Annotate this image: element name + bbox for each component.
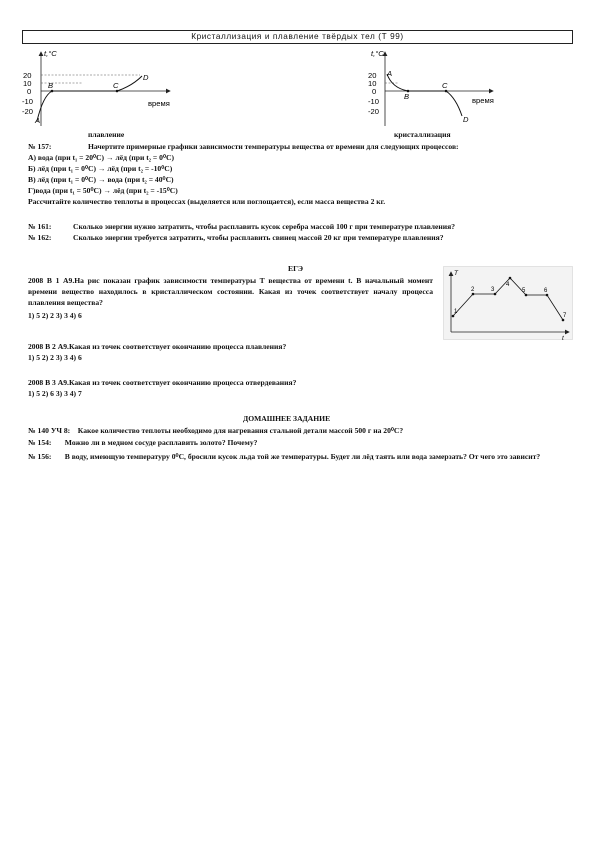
point-1-label: 1 [454, 309, 458, 315]
point-b-label: B [48, 81, 54, 90]
point-a-label: A [387, 69, 393, 78]
y-axis-label: T [454, 270, 458, 277]
homework-154 [28, 438, 257, 448]
x-axis-label: время [472, 96, 494, 105]
point-7-label: 7 [563, 313, 567, 319]
crystallization-curve [387, 74, 462, 116]
homework-156-text: В воду, имеющую температуру 0⁰С, бросили кусок льда той же температуры. Будет ли лёд таять или вода замерзать? От чего это зависит? [64, 452, 541, 461]
point-d-label: D [143, 73, 149, 82]
homework-154-number: № 154: [28, 438, 52, 447]
x-axis-label: время [148, 99, 170, 108]
homework-156-number: № 156: [28, 452, 52, 461]
tick-10: 10 [368, 79, 377, 88]
problem-161-text: Сколько энергии нужно затратить, чтобы расплавить кусок серебра массой 100 г при температуре плавления? [73, 222, 456, 231]
point-5-label: 5 [522, 288, 526, 294]
tick-minus10: -10 [368, 97, 379, 106]
point-6 [546, 294, 549, 297]
crystallization-graph [368, 46, 503, 128]
caption-melting: плавление [88, 130, 125, 139]
tick-minus20: -20 [368, 107, 379, 116]
ege-q1-label: 2008 В 1 А9. [28, 276, 75, 285]
problem-157-line-c: В) лёд (при t₁ = 0⁰С) → вода (при t₂ = 40⁰С) [28, 175, 174, 184]
tick-0: 0 [27, 87, 32, 96]
ege-graph [443, 266, 573, 340]
ege-q3-text: Какая из точек соответствует окончанию процесса отвердевания? [68, 378, 297, 387]
tick-0: 0 [372, 87, 377, 96]
point-7 [562, 319, 565, 322]
homework-title: ДОМАШНЕЕ ЗАДАНИЕ [243, 414, 331, 423]
x-axis-label: t [562, 335, 564, 340]
point-c-label: C [442, 81, 448, 90]
point-2-label: 2 [471, 287, 475, 293]
ege-q3-label: 2008 В 3 А9. [28, 378, 69, 387]
ege-q1-text: На рис показан график зависимости температуры Т вещества от времени t. В начальный момент времени вещество находилось в кристаллическом состоянии. Какая из точек соответствует началу процесса плавления вещества? [28, 276, 433, 307]
y-axis-label: t,°C [371, 49, 384, 58]
tick-minus20: -20 [22, 107, 33, 116]
problem-161-number: № 161: [28, 222, 52, 231]
homework-140-text: Какое количество теплоты необходимо для нагревания стальной детали массой 500 г на 20⁰С? [77, 426, 404, 435]
point-c-label: C [113, 81, 119, 90]
point-a-label: A [35, 116, 41, 125]
problem-162-number: № 162: [28, 233, 52, 242]
point-3-label: 3 [491, 287, 495, 293]
homework-154-text: Можно ли в медном сосуде расплавить золото? Почему? [64, 438, 258, 447]
tick-minus10: -10 [22, 97, 33, 106]
point-b-label: B [404, 92, 410, 101]
ege-q1-answers: 1) 5 2) 2 3) 3 4) 6 [28, 311, 82, 320]
point-1 [452, 315, 455, 318]
page-header: Кристаллизация и плавление твёрдых тел (Т 99) [22, 30, 573, 44]
point-b [51, 90, 54, 93]
point-4-label: 4 [506, 282, 510, 288]
point-d-label: D [463, 115, 469, 124]
problem-157-footer: Рассчитайте количество теплоты в процессах (выделяется или поглощается), если масса вещества 2 кг. [28, 197, 386, 206]
point-6-label: 6 [544, 288, 548, 294]
point-4 [509, 277, 512, 280]
ege-q3-answers: 1) 5 2) 6 3) 3 4) 7 [28, 389, 82, 398]
ege-q3 [28, 378, 296, 388]
problem-157-line-b: Б) лёд (при t₁ = 0⁰С) → лёд (при t₂ = -10⁰С) [28, 164, 173, 173]
caption-crystallization: кристаллизация [394, 130, 451, 139]
point-c [445, 90, 448, 93]
problem-157-line-d: Г)вода (при t₁ = 50⁰С) → лёд (при t₂ = -15⁰С) [28, 186, 178, 195]
melting-graph [22, 46, 182, 128]
homework-140-number: № 140 УЧ 8: [28, 426, 71, 435]
ege-q2-text: Какая из точек соответствует окончанию процесса плавления? [68, 342, 287, 351]
homework-140 [28, 426, 403, 436]
problem-157-text: Начертите примерные графики зависимости температуры вещества от времени для следующих процессов: [88, 142, 459, 151]
point-c [116, 90, 119, 93]
point-3 [494, 293, 497, 296]
ege-q2-answers: 1) 5 2) 2 3) 3 4) 6 [28, 353, 82, 362]
problem-157-line-a: А) вода (при t₁ = 20⁰С) → лёд (при t₂ = 0⁰С) [28, 153, 175, 162]
ege-title: ЕГЭ [288, 264, 304, 273]
tick-20: 20 [23, 71, 32, 80]
homework-156 [28, 451, 568, 462]
ege-q1 [28, 275, 433, 308]
ege-q2-label: 2008 В 2 А9. [28, 342, 69, 351]
tick-10: 10 [23, 79, 32, 88]
problem-157-number: № 157: [28, 142, 52, 151]
problem-162-text: Сколько энергии требуется затратить, чтобы расплавить свинец массой 20 кг при температуре плавления? [73, 233, 444, 242]
tick-20: 20 [368, 71, 377, 80]
y-axis-label: t,°C [44, 49, 57, 58]
point-5 [525, 294, 528, 297]
point-2 [472, 293, 475, 296]
ege-q2 [28, 342, 286, 352]
